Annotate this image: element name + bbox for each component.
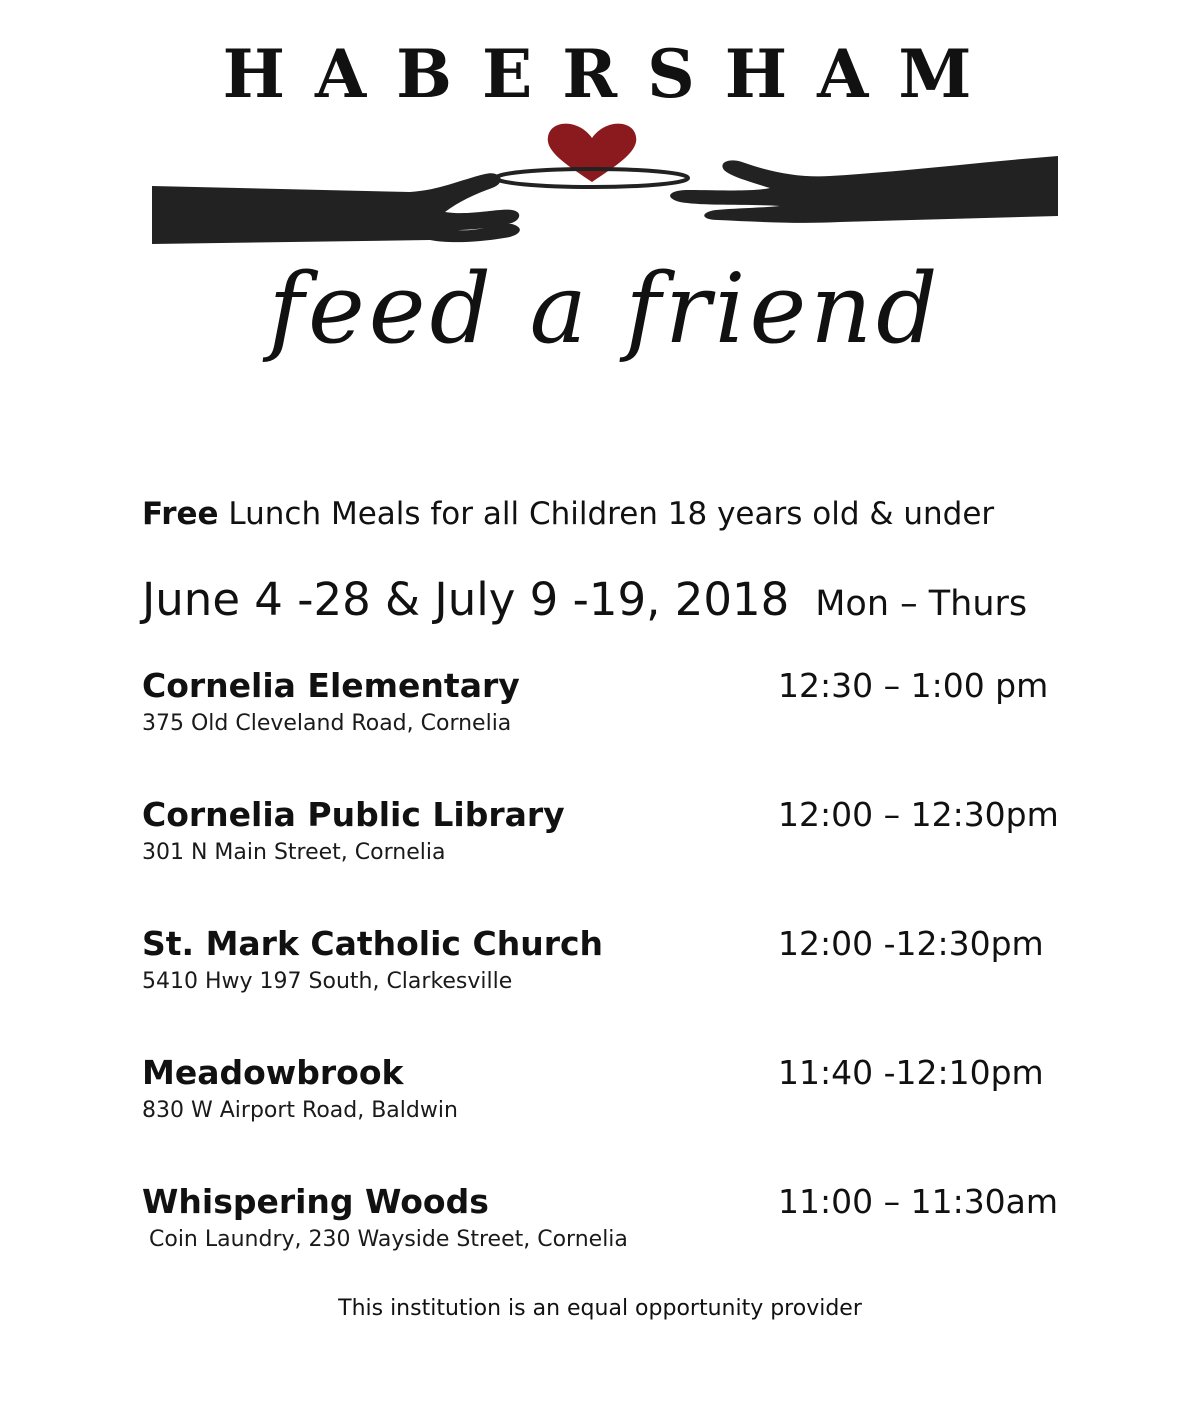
right-hand-icon [670, 156, 1058, 223]
site-address: 830 W Airport Road, Baldwin [142, 1098, 458, 1123]
site-time: 12:00 -12:30pm [778, 924, 1044, 963]
footer-note: This institution is an equal opportunity provider [338, 1296, 862, 1321]
feed-a-friend-logo [140, 112, 1070, 412]
site-address: 375 Old Cleveland Road, Cornelia [142, 711, 512, 736]
site-name: Cornelia Elementary [142, 666, 520, 705]
logo-script: feed a friend [268, 253, 942, 365]
site-address: 5410 Hwy 197 South, Clarkesville [142, 969, 513, 994]
site-name: Meadowbrook [142, 1053, 404, 1092]
logo-title: HABERSHAM [222, 35, 1002, 113]
intro-line [142, 494, 994, 534]
site-time: 11:00 – 11:30am [778, 1182, 1059, 1221]
schedule-days: Mon – Thurs [815, 584, 1028, 624]
schedule-dates: June 4 -28 & July 9 -19, 2018 [142, 573, 790, 626]
heart-icon [548, 124, 636, 182]
schedule-line [142, 572, 1027, 632]
intro-bold: Free [142, 496, 219, 532]
site-address: 301 N Main Street, Cornelia [142, 840, 446, 865]
site-time: 12:30 – 1:00 pm [778, 666, 1049, 705]
intro-rest: Lunch Meals for all Children 18 years old & under [218, 496, 995, 532]
site-time: 11:40 -12:10pm [778, 1053, 1044, 1092]
site-name: Whispering Woods [142, 1182, 489, 1221]
site-name: Cornelia Public Library [142, 795, 565, 834]
left-hand-icon [152, 173, 520, 244]
site-address: Coin Laundry, 230 Wayside Street, Cornelia [142, 1227, 628, 1252]
site-time: 12:00 – 12:30pm [778, 795, 1059, 834]
site-name: St. Mark Catholic Church [142, 924, 604, 963]
